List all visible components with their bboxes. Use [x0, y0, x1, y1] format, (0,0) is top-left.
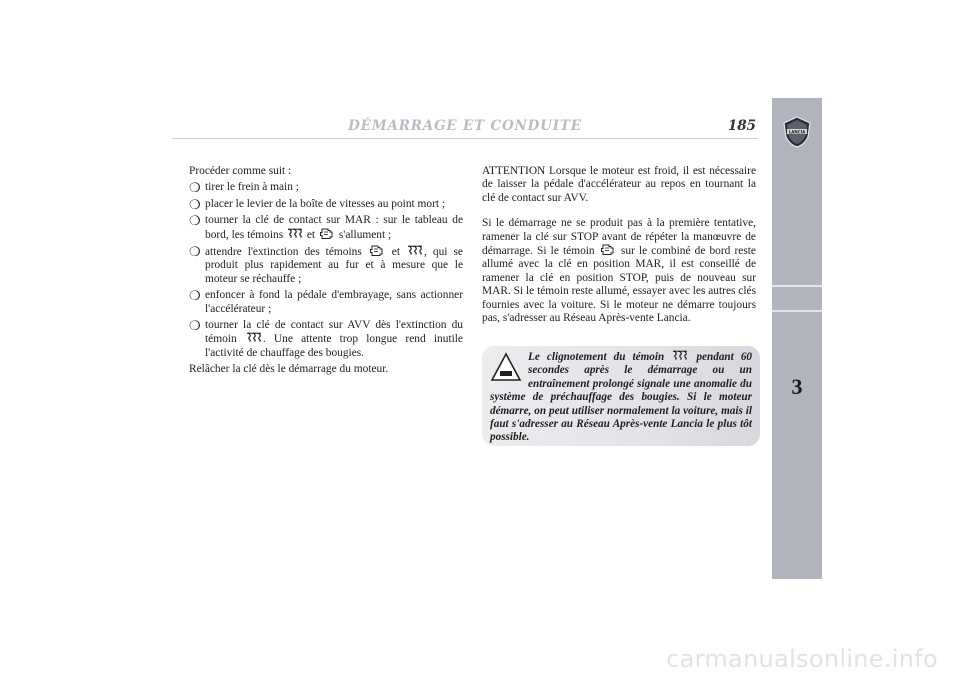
tab-divider — [772, 310, 822, 312]
glow-plug-icon — [287, 228, 303, 239]
glow-plug-icon — [246, 332, 262, 343]
bullet-icon: ❍ — [189, 318, 201, 334]
engine-fault-icon — [369, 245, 385, 256]
bullet-icon: ❍ — [189, 288, 201, 304]
svg-text:LANCIA: LANCIA — [788, 129, 806, 135]
attention-paragraph: ATTENTION Lorsque le moteur est froid, il est nécessaire de laisser la pédale d'accélérateur au repos en tournant la clé de contact sur AVV. — [482, 165, 756, 204]
bullet-icon: ❍ — [189, 213, 201, 229]
page-number: 185 — [727, 118, 756, 134]
note-text: Le clignotement du témoin — [528, 351, 665, 363]
chapter-number: 3 — [791, 374, 803, 399]
glow-plug-icon — [407, 245, 423, 256]
list-item: ❍ placer le levier de la boîte de vitesses au point mort ; — [189, 196, 446, 212]
header-rule — [172, 138, 758, 139]
right-column — [482, 165, 756, 325]
warning-note — [482, 346, 760, 446]
bullet-icon: ❍ — [189, 180, 201, 196]
engine-fault-icon — [319, 228, 335, 239]
lancia-logo-icon — [780, 115, 814, 149]
intro-text: Procéder comme suit : — [189, 165, 292, 177]
engine-fault-icon — [600, 244, 616, 255]
bullet-icon: ❍ — [189, 244, 201, 260]
left-column — [189, 165, 463, 377]
watermark: carmanualsonline.info — [666, 645, 938, 673]
chapter-title: DÉMARRAGE ET CONDUITE — [348, 118, 582, 134]
running-header — [172, 118, 758, 138]
warning-triangle-icon — [490, 350, 522, 390]
chapter-tab — [772, 98, 822, 579]
tab-divider — [772, 285, 822, 287]
note-text: pendant 60 secondes après le démarrage ou un entraînement prolongé signale une anomalie du système de préchauffage des bougies. Si le moteur démarre, on peut utiliser normalement la voiture, mais il faut s'adresser au Réseau Après-vente Lancia le plus tôt possible. — [490, 351, 753, 444]
glow-plug-icon — [672, 350, 688, 361]
closing-text: Relâcher la clé dès le démarrage du moteur. — [189, 363, 389, 376]
bullet-icon: ❍ — [189, 196, 201, 212]
list-item: ❍ attendre l'extinction des témoins et , qui se produit plus rapidement au fur et à mesure que le moteur se réchauffe ; — [189, 244, 463, 285]
list-item: ❍ tourner la clé de contact sur AVV dès l'extinction du témoin . Une attente trop longue rend inutile l'activité de chauffage des bougies. — [189, 318, 463, 359]
list-item: ❍ tirer le frein à main ; — [189, 180, 299, 196]
list-item: ❍ tourner la clé de contact sur MAR : sur le tableau de bord, les témoins et s'allument ; — [189, 213, 463, 241]
restart-paragraph: Si le démarrage ne se produit pas à la première tentative, ramener la clé sur STOP avant de répéter la manœuvre de démarrage. Si le témoin sur le combiné de bord reste allumé avec la clé en position MAR, il est conseillé de ramener la clé en position STOP, puis de nouveau sur MAR. Si le témoin reste allumé, essayer avec les autres clés fournies avec la voiture. Si le moteur ne démarre toujours pas, s'adresser au Réseau Après-vente Lancia. — [482, 217, 756, 325]
list-item: ❍ enfoncer à fond la pédale d'embrayage, sans actionner l'accélérateur ; — [189, 288, 463, 315]
